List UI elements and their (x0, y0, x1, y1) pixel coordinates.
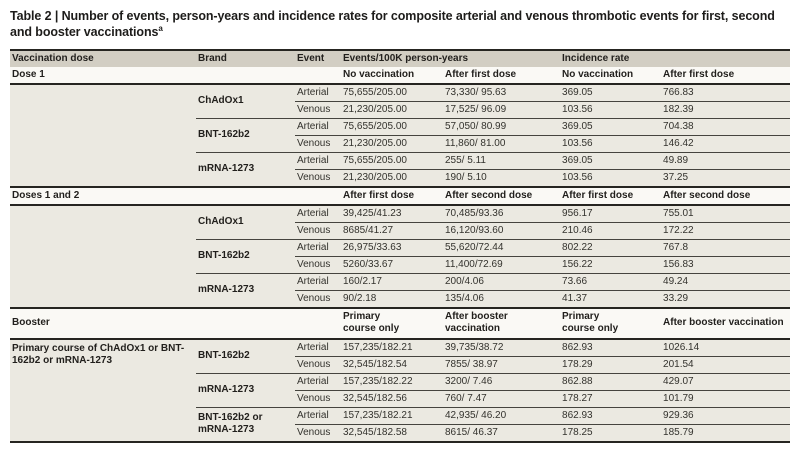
section-label: Dose 1 (10, 67, 196, 84)
event-cell: Arterial (295, 339, 341, 357)
brand-cell: ChAdOx1 (196, 205, 295, 240)
table-row (10, 339, 790, 357)
value-cell: 41.37 (560, 290, 661, 308)
brand-cell: mRNA-1273 (196, 273, 295, 308)
event-cell: Arterial (295, 373, 341, 390)
value-cell: 73.66 (560, 273, 661, 290)
value-cell: 146.42 (661, 135, 790, 152)
value-cell: 862.93 (560, 339, 661, 357)
value-cell: 39,425/41.23 (341, 205, 443, 223)
value-cell: 11,860/ 81.00 (443, 135, 560, 152)
value-cell: 369.05 (560, 84, 661, 102)
dose-label-cell (10, 205, 196, 308)
event-cell: Arterial (295, 205, 341, 223)
header-vaccination-dose: Vaccination dose (10, 50, 196, 67)
table-row (10, 205, 790, 223)
header-events-group: Events/100K person-years (341, 50, 560, 67)
event-cell: Arterial (295, 84, 341, 102)
value-cell: 429.07 (661, 373, 790, 390)
subcolumn-header-text: Primary course only (562, 311, 619, 335)
event-cell: Arterial (295, 118, 341, 135)
brand-cell: ChAdOx1 (196, 84, 295, 119)
value-cell: 156.22 (560, 256, 661, 273)
value-cell: 766.83 (661, 84, 790, 102)
brand-cell: mRNA-1273 (196, 152, 295, 187)
value-cell: 39,735/38.72 (443, 339, 560, 357)
table-title-text: Table 2 | Number of events, person-years and incidence rates for composite arterial and venous thrombotic events for first, second and booster vaccinations (10, 9, 775, 40)
value-cell: 17,525/ 96.09 (443, 101, 560, 118)
empty-cell (196, 67, 295, 84)
value-cell: 157,235/182.21 (341, 339, 443, 357)
value-cell: 8685/41.27 (341, 222, 443, 239)
value-cell: 1026.14 (661, 339, 790, 357)
brand-cell: BNT-162b2 (196, 239, 295, 273)
empty-cell (196, 308, 295, 339)
value-cell: 7855/ 38.97 (443, 356, 560, 373)
subcolumn-header: After second dose (443, 187, 560, 205)
data-table (10, 49, 790, 443)
subcolumn-header: No vaccination (341, 67, 443, 84)
value-cell: 178.27 (560, 390, 661, 407)
value-cell: 101.79 (661, 390, 790, 407)
event-cell: Venous (295, 222, 341, 239)
value-cell: 55,620/72.44 (443, 239, 560, 256)
event-cell: Venous (295, 169, 341, 187)
value-cell: 75,655/205.00 (341, 84, 443, 102)
value-cell: 182.39 (661, 101, 790, 118)
value-cell: 21,230/205.00 (341, 169, 443, 187)
subcolumn-header (341, 308, 443, 339)
subcolumn-header: After booster vaccination (443, 308, 560, 339)
subcolumn-header: After first dose (661, 67, 790, 84)
dose-label-cell (10, 84, 196, 187)
value-cell: 70,485/93.36 (443, 205, 560, 223)
subcolumn-header: No vaccination (560, 67, 661, 84)
value-cell: 185.79 (661, 424, 790, 442)
value-cell: 862.88 (560, 373, 661, 390)
table-header-row (10, 50, 790, 67)
event-cell: Arterial (295, 239, 341, 256)
value-cell: 57,050/ 80.99 (443, 118, 560, 135)
value-cell: 178.29 (560, 356, 661, 373)
brand-cell: mRNA-1273 (196, 373, 295, 407)
event-cell: Arterial (295, 407, 341, 424)
value-cell: 190/ 5.10 (443, 169, 560, 187)
value-cell: 172.22 (661, 222, 790, 239)
empty-cell (295, 187, 341, 205)
value-cell: 160/2.17 (341, 273, 443, 290)
value-cell: 210.46 (560, 222, 661, 239)
section-label: Doses 1 and 2 (10, 187, 196, 205)
value-cell: 42,935/ 46.20 (443, 407, 560, 424)
section-subheader-row (10, 187, 790, 205)
subcolumn-header: After first dose (443, 67, 560, 84)
value-cell: 103.56 (560, 101, 661, 118)
subcolumn-header: After second dose (661, 187, 790, 205)
section-label: Booster (10, 308, 196, 339)
value-cell: 201.54 (661, 356, 790, 373)
value-cell: 156.83 (661, 256, 790, 273)
value-cell: 255/ 5.11 (443, 152, 560, 169)
value-cell: 37.25 (661, 169, 790, 187)
value-cell: 956.17 (560, 205, 661, 223)
value-cell: 704.38 (661, 118, 790, 135)
value-cell: 32,545/182.58 (341, 424, 443, 442)
value-cell: 90/2.18 (341, 290, 443, 308)
value-cell: 755.01 (661, 205, 790, 223)
value-cell: 75,655/205.00 (341, 118, 443, 135)
value-cell: 767.8 (661, 239, 790, 256)
subcolumn-header (560, 308, 661, 339)
value-cell: 862.93 (560, 407, 661, 424)
event-cell: Venous (295, 290, 341, 308)
subcolumn-header-text: Primary course only (343, 311, 400, 335)
empty-cell (196, 187, 295, 205)
value-cell: 157,235/182.22 (341, 373, 443, 390)
value-cell: 49.24 (661, 273, 790, 290)
subcolumn-header: After booster vaccination (661, 308, 790, 339)
value-cell: 75,655/205.00 (341, 152, 443, 169)
empty-cell (295, 67, 341, 84)
event-cell: Venous (295, 135, 341, 152)
value-cell: 369.05 (560, 152, 661, 169)
value-cell: 32,545/182.54 (341, 356, 443, 373)
header-incidence-group: Incidence rate (560, 50, 790, 67)
value-cell: 760/ 7.47 (443, 390, 560, 407)
value-cell: 21,230/205.00 (341, 101, 443, 118)
section-subheader-row (10, 308, 790, 339)
value-cell: 5260/33.67 (341, 256, 443, 273)
subcolumn-header: After first dose (341, 187, 443, 205)
table-row (10, 84, 790, 102)
event-cell: Arterial (295, 273, 341, 290)
value-cell: 8615/ 46.37 (443, 424, 560, 442)
value-cell: 21,230/205.00 (341, 135, 443, 152)
value-cell: 103.56 (560, 169, 661, 187)
table-title-footnote-marker: a (158, 24, 163, 34)
value-cell: 135/4.06 (443, 290, 560, 308)
table-title (10, 9, 792, 41)
value-cell: 103.56 (560, 135, 661, 152)
value-cell: 178.25 (560, 424, 661, 442)
event-cell: Arterial (295, 152, 341, 169)
dose-label-cell: Primary course of ChAdOx1 or BNT-162b2 or mRNA-1273 (10, 339, 196, 442)
value-cell: 16,120/93.60 (443, 222, 560, 239)
event-cell: Venous (295, 390, 341, 407)
brand-cell: BNT-162b2 or mRNA-1273 (196, 407, 295, 442)
event-cell: Venous (295, 356, 341, 373)
section-subheader-row (10, 67, 790, 84)
brand-cell: BNT-162b2 (196, 118, 295, 152)
subcolumn-header: After first dose (560, 187, 661, 205)
value-cell: 200/4.06 (443, 273, 560, 290)
value-cell: 73,330/ 95.63 (443, 84, 560, 102)
value-cell: 369.05 (560, 118, 661, 135)
event-cell: Venous (295, 101, 341, 118)
value-cell: 32,545/182.56 (341, 390, 443, 407)
value-cell: 33.29 (661, 290, 790, 308)
value-cell: 3200/ 7.46 (443, 373, 560, 390)
event-cell: Venous (295, 256, 341, 273)
value-cell: 26,975/33.63 (341, 239, 443, 256)
value-cell: 11,400/72.69 (443, 256, 560, 273)
value-cell: 929.36 (661, 407, 790, 424)
header-brand: Brand (196, 50, 295, 67)
event-cell: Venous (295, 424, 341, 442)
header-event: Event (295, 50, 341, 67)
value-cell: 802.22 (560, 239, 661, 256)
value-cell: 49.89 (661, 152, 790, 169)
brand-cell: BNT-162b2 (196, 339, 295, 374)
empty-cell (295, 308, 341, 339)
value-cell: 157,235/182.21 (341, 407, 443, 424)
